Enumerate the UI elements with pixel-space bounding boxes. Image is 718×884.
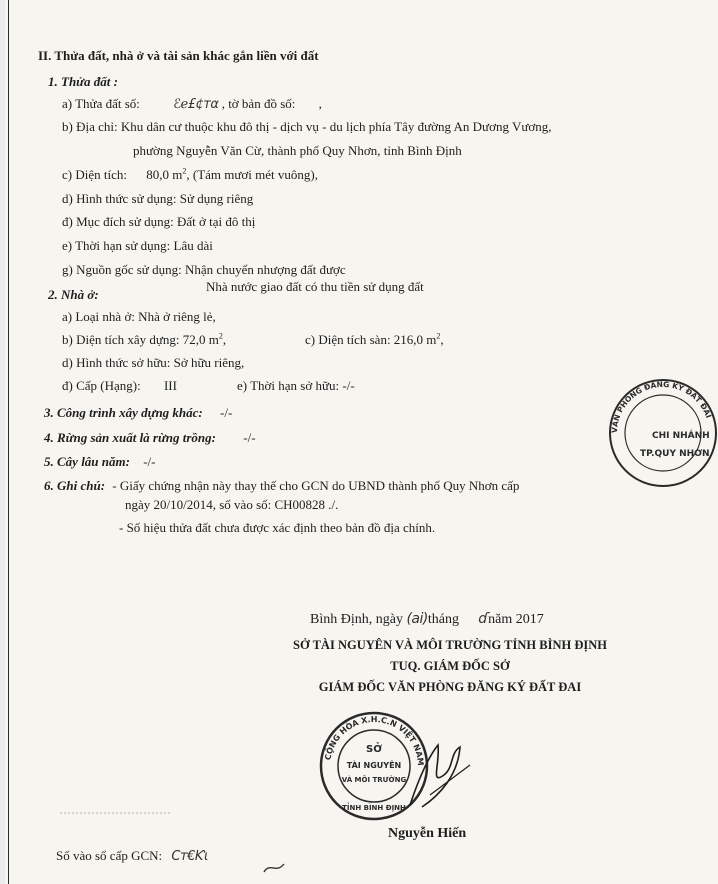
notes-row	[44, 478, 519, 494]
house-built-area-label: b) Diện tích xây dựng: 72,0 m	[62, 332, 219, 347]
house-grade-value: III	[163, 378, 177, 393]
forest-label: 4. Rừng sản xuất là rừng trồng:	[44, 430, 216, 445]
branch-seal-inner1: CHI NHÁNH	[652, 431, 710, 441]
land-address-line1: b) Địa chỉ: Khu dân cư thuộc khu đô thị - dịch vụ - du lịch phía Tây đường An Dương Vương,	[62, 119, 552, 134]
official-seal-bottom: TỈNH BÌNH ĐỊNH	[342, 804, 406, 812]
signing-date-day: (ai)	[406, 611, 428, 627]
land-usage-purpose: đ) Mục đích sử dụng: Đất ở tại đô thị	[62, 214, 256, 229]
land-parcel-handwritten: ℰℯ£¢тα	[173, 97, 219, 112]
land-usage-form: d) Hình thức sử dụng: Sử dụng riêng	[62, 191, 254, 206]
smudge	[60, 800, 170, 814]
land-area-label: c) Diện tích:	[62, 167, 127, 182]
branch-seal-ring-text: VĂN PHÒNG ĐĂNG KÝ ĐẤT ĐAI	[609, 379, 714, 434]
land-map-value: ,	[318, 96, 322, 111]
land-heading: 1. Thửa đất :	[48, 74, 118, 89]
land-map-label: , tờ bản đồ số:	[221, 96, 296, 111]
notes-line3: - Số hiệu thửa đất chưa được xác định theo bản đồ địa chính.	[119, 520, 436, 535]
forest-row	[44, 430, 256, 446]
forest-value: -/-	[243, 430, 256, 445]
land-origin-line1: g) Nguồn gốc sử dụng: Nhận chuyển nhượng đất được	[62, 262, 346, 277]
house-grade-label: đ) Cấp (Hạng):	[62, 378, 141, 393]
notes-line2: ngày 20/10/2014, số vào số: CH00828 ./.	[125, 497, 339, 512]
signing-date-month: ɗ	[478, 611, 489, 627]
signing-date	[310, 611, 544, 628]
house-ownership-form: d) Hình thức sở hữu: Sở hữu riêng,	[62, 355, 245, 370]
branch-seal-inner2: TP.QUY NHƠN	[640, 449, 710, 459]
footer-register-value: Cт€Ƙι	[171, 849, 208, 864]
other-works-label: 3. Công trình xây dựng khác:	[44, 405, 203, 420]
other-works-value: -/-	[220, 405, 233, 420]
official-seal-ring-text: CỘNG HÒA X.H.C.N VIỆT NAM	[323, 714, 426, 767]
signer-name: Nguyễn Hiến	[388, 826, 467, 841]
land-area-row: c) Diện tích: 80,0 $m^2$, (Tám mươi mét vuông),	[62, 166, 318, 182]
house-grade-row	[62, 378, 177, 394]
official-seal-inner2: TÀI NGUYÊN	[346, 761, 402, 770]
house-floor-area: c) Diện tích sàn: 216,0 $m^2$,	[305, 331, 444, 347]
house-heading: 2. Nhà ở:	[48, 287, 99, 302]
other-works-row	[44, 405, 232, 421]
signing-tuq: TUQ. GIÁM ĐỐC SỞ	[390, 659, 510, 673]
perennial-row	[44, 454, 156, 470]
signing-date-prefix: Bình Định, ngày	[310, 612, 403, 627]
signing-date-month-word: tháng	[427, 612, 459, 627]
perennial-value: -/-	[143, 454, 156, 469]
footer-register-label: Số vào sổ cấp GCN:	[56, 848, 163, 863]
signing-role: GIÁM ĐỐC VĂN PHÒNG ĐĂNG KÝ ĐẤT ĐAI	[318, 680, 582, 694]
notes-label: 6. Ghi chú:	[44, 478, 106, 493]
official-seal-inner1: SỞ	[366, 744, 382, 755]
branch-seal	[608, 378, 714, 488]
house-built-area: b) Diện tích xây dựng: 72,0 $m^2$,	[62, 331, 227, 347]
land-area-words: , (Tám mươi mét vuông),	[186, 167, 318, 182]
land-area-value: 80,0 m	[146, 167, 183, 182]
footer-mark	[262, 858, 286, 876]
notes-line1: - Giấy chứng nhận này thay thế cho GCN do UBND thành phố Quy Nhơn cấp	[112, 478, 520, 493]
signing-date-year: năm 2017	[488, 612, 544, 627]
signing-org: SỞ TÀI NGUYÊN VÀ MÔI TRƯỜNG TỈNH BÌNH ĐỊNH	[293, 638, 607, 652]
land-parcel-label: a) Thửa đất số:	[62, 96, 140, 111]
official-seal-inner3: VÀ MÔI TRƯỜNG	[341, 776, 407, 784]
land-origin-line2: Nhà nước giao đất có thu tiền sử dụng đất	[206, 279, 424, 294]
perennial-label: 5. Cây lâu năm:	[44, 454, 130, 469]
land-usage-term: e) Thời hạn sử dụng: Lâu dài	[62, 238, 213, 253]
house-floor-area-label: c) Diện tích sàn: 216,0 m	[305, 332, 437, 347]
land-parcel-row	[62, 96, 322, 113]
handwritten-signature	[400, 735, 480, 815]
footer-register	[56, 848, 208, 865]
house-type: a) Loại nhà ở: Nhà ở riêng lẻ,	[62, 309, 216, 324]
land-address-line2: phường Nguyễn Văn Cừ, thành phố Quy Nhơn, tỉnh Bình Định	[133, 143, 462, 158]
section-title: II. Thửa đất, nhà ở và tài sản khác gắn liền với đất	[38, 48, 319, 63]
house-ownership-term: e) Thời hạn sở hữu: -/-	[237, 378, 355, 393]
